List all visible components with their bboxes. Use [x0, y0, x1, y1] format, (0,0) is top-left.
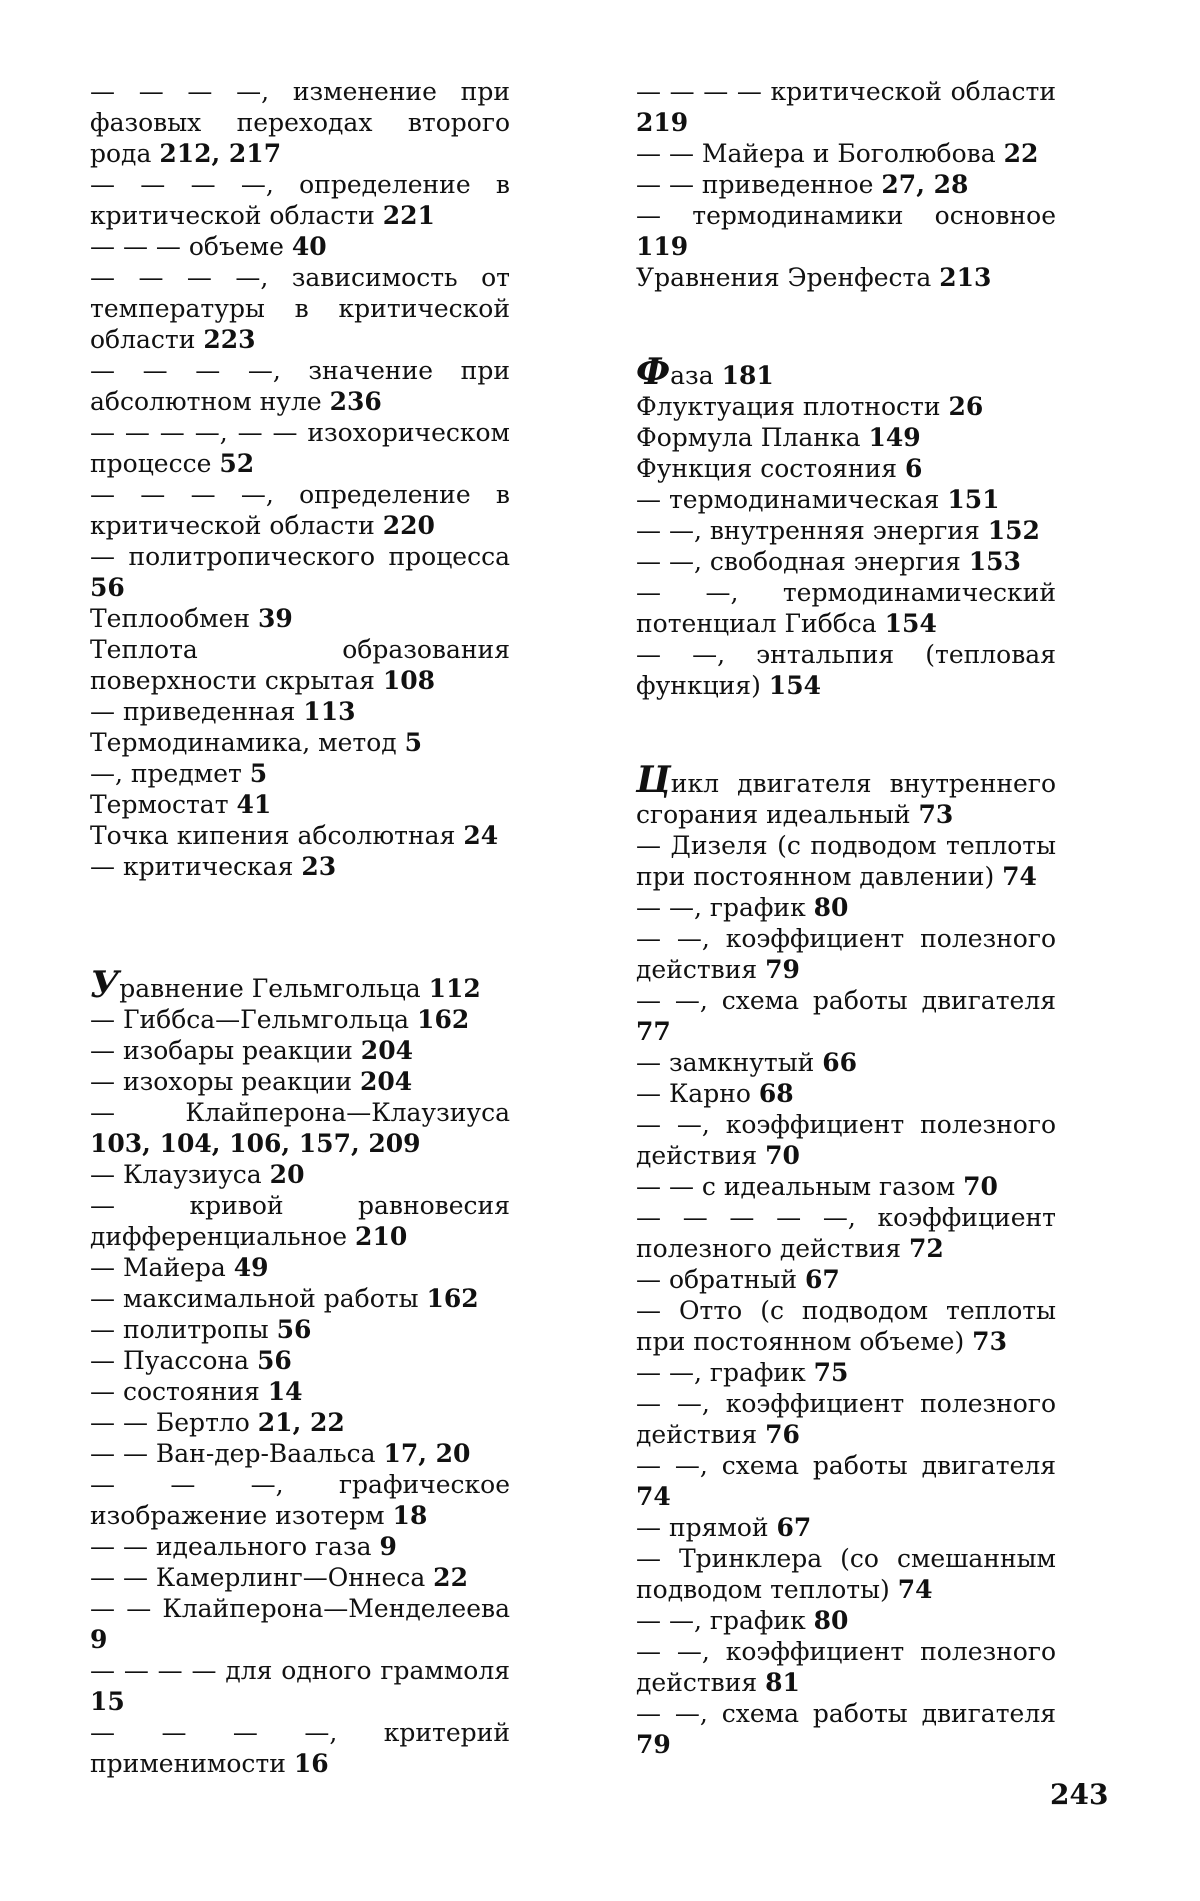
entry-term: — — идеального газа	[90, 1532, 372, 1561]
entry-term: — — — —, критерий применимости	[90, 1718, 510, 1778]
index-entry	[90, 1345, 510, 1376]
entry-pages: 67	[776, 1513, 812, 1542]
entry-term: — — с идеальным газом	[636, 1172, 956, 1201]
index-entry	[90, 1314, 510, 1345]
entry-pages: 67	[804, 1265, 840, 1294]
index-entry	[90, 1562, 510, 1593]
entry-term: — Клаузиуса	[90, 1160, 262, 1189]
entry-pages: 213	[939, 263, 992, 292]
entry-term: — политропы	[90, 1315, 269, 1344]
entry-pages: 74	[897, 1575, 933, 1604]
entry-pages: 75	[813, 1358, 849, 1387]
entry-term: — — — — критической области	[636, 77, 1056, 106]
index-entry	[636, 1357, 1056, 1388]
entry-term: —, предмет	[90, 759, 242, 788]
index-entry	[90, 1252, 510, 1283]
entry-pages: 119	[636, 232, 689, 261]
section-gap	[90, 882, 510, 970]
entry-pages: 154	[884, 609, 937, 638]
entry-term: — — приведенное	[636, 170, 874, 199]
entry-term: — —, свободная энергия	[636, 547, 961, 576]
section-gap	[636, 293, 1056, 357]
index-entry	[90, 1376, 510, 1407]
section-initial: Ц	[636, 759, 671, 801]
entry-pages: 66	[822, 1048, 858, 1077]
entry-term: — —, график	[636, 893, 806, 922]
index-entry	[90, 634, 510, 696]
entry-pages: 223	[203, 325, 256, 354]
entry-pages: 26	[948, 392, 984, 421]
entry-term: Точка кипения абсолютная	[90, 821, 456, 850]
index-entry	[636, 422, 1056, 453]
entry-term: — — Ван-дер-Ваальса	[90, 1439, 376, 1468]
entry-term: — Карно	[636, 1079, 751, 1108]
entry-term: — термодинамическая	[636, 485, 940, 514]
right-column	[636, 76, 1056, 1760]
entry-term: аза	[670, 361, 714, 390]
entry-pages: 103, 104, 106, 157, 209	[90, 1129, 421, 1158]
entry-term: — — — —, определение в критической области	[90, 170, 510, 230]
entry-pages: 73	[972, 1327, 1007, 1356]
index-entry	[90, 851, 510, 882]
index-entry	[90, 479, 510, 541]
entry-pages: 236	[329, 387, 382, 416]
entry-term: — —, схема работы двигателя	[636, 1451, 1056, 1480]
entry-term: — Дизеля (с подводом теплоты при постоянном давлении)	[636, 831, 1056, 891]
entry-pages: 80	[813, 1606, 849, 1635]
entry-pages: 9	[379, 1532, 397, 1561]
index-entry	[90, 1035, 510, 1066]
entry-pages: 154	[768, 671, 821, 700]
index-entry	[636, 1512, 1056, 1543]
index-entry	[90, 1066, 510, 1097]
entry-pages: 151	[947, 485, 1000, 514]
entry-term: — замкнутый	[636, 1048, 815, 1077]
index-entry	[90, 1438, 510, 1469]
index-entry	[636, 985, 1056, 1047]
entry-term: Уравнения Эренфеста	[636, 263, 932, 292]
entry-term: — —, график	[636, 1358, 806, 1387]
index-entry	[90, 76, 510, 169]
index-entry	[636, 639, 1056, 701]
entry-pages: 212, 217	[159, 139, 282, 168]
index-entry	[90, 1531, 510, 1562]
entry-term: — —, схема работы двигателя	[636, 986, 1056, 1015]
entry-pages: 15	[90, 1687, 125, 1716]
section-initial: Ф	[636, 351, 671, 393]
entry-term: — — Майера и Боголюбова	[636, 139, 996, 168]
entry-term: — — Камерлинг—Оннеса	[90, 1563, 426, 1592]
entry-term: Термостат	[90, 790, 229, 819]
index-entry	[90, 789, 510, 820]
entry-term: — —, схема работы двигателя	[636, 1699, 1056, 1728]
index-entry	[90, 758, 510, 789]
index-entry	[90, 1593, 510, 1655]
entry-pages: 153	[968, 547, 1021, 576]
index-entry	[90, 727, 510, 758]
entry-pages: 68	[758, 1079, 794, 1108]
entry-term: — изохоры реакции	[90, 1067, 353, 1096]
index-entry	[636, 351, 1056, 393]
index-entry	[636, 1047, 1056, 1078]
index-entry	[636, 1698, 1056, 1760]
index-entry	[636, 138, 1056, 169]
index-entry	[636, 515, 1056, 546]
entry-term: — — — — для одного граммоля	[90, 1656, 510, 1685]
page-number: 243	[1050, 1778, 1109, 1811]
entry-pages: 16	[293, 1749, 329, 1778]
entry-pages: 56	[256, 1346, 292, 1375]
index-entry	[90, 696, 510, 727]
index-entry	[636, 577, 1056, 639]
entry-term: Теплообмен	[90, 604, 251, 633]
entry-pages: 162	[417, 1005, 470, 1034]
entry-term: — —, коэффициент полезного действия	[636, 924, 1056, 984]
index-entry	[90, 1190, 510, 1252]
entry-term: икл двигателя внутреннего сгорания идеальный	[636, 769, 1056, 829]
entry-term: — — — —, зависимость от температуры в критической области	[90, 263, 510, 354]
entry-pages: 220	[382, 511, 435, 540]
entry-term: — — —, графическое изображение изотерм	[90, 1470, 510, 1530]
entry-term: — — — —, изменение при фазовых переходах второго рода	[90, 77, 510, 168]
entry-term: Функция состояния	[636, 454, 898, 483]
entry-pages: 221	[382, 201, 435, 230]
entry-pages: 112	[428, 974, 481, 1003]
index-entry	[636, 1636, 1056, 1698]
index-entry	[636, 76, 1056, 138]
entry-pages: 22	[433, 1563, 468, 1592]
entry-pages: 149	[868, 423, 921, 452]
entry-pages: 80	[813, 893, 849, 922]
index-entry	[90, 169, 510, 231]
index-entry	[636, 262, 1056, 293]
index-entry	[90, 820, 510, 851]
index-entry	[90, 1655, 510, 1717]
section-initial: У	[90, 964, 120, 1006]
entry-pages: 52	[219, 449, 255, 478]
index-entry	[636, 1450, 1056, 1512]
entry-pages: 20	[269, 1160, 305, 1189]
entry-pages: 108	[382, 666, 436, 695]
index-entry	[90, 231, 510, 262]
index-entry	[636, 169, 1056, 200]
entry-pages: 14	[267, 1377, 303, 1406]
entry-term: — — — — —, коэффициент полезного действия	[636, 1203, 1056, 1263]
index-entry	[636, 1171, 1056, 1202]
index-entry	[636, 759, 1056, 830]
entry-term: — —, внутренняя энергия	[636, 516, 980, 545]
index-entry	[636, 484, 1056, 515]
entry-term: — —, график	[636, 1606, 806, 1635]
entry-pages: 162	[426, 1284, 479, 1313]
entry-pages: 219	[636, 108, 689, 137]
index-entry	[90, 1407, 510, 1438]
index-entry	[90, 1469, 510, 1531]
entry-pages: 27, 28	[881, 170, 969, 199]
index-entry	[90, 355, 510, 417]
index-entry	[90, 417, 510, 479]
entry-pages: 41	[236, 790, 272, 819]
entry-term: — —, коэффициент полезного действия	[636, 1110, 1056, 1170]
index-entry	[90, 603, 510, 634]
entry-pages: 72	[908, 1234, 944, 1263]
entry-term: — — — объеме	[90, 232, 284, 261]
entry-term: — Пуассона	[90, 1346, 249, 1375]
entry-pages: 49	[233, 1253, 269, 1282]
entry-term: — —, энтальпия (тепловая функция)	[636, 640, 1056, 700]
index-entry	[636, 830, 1056, 892]
entry-term: — — Клайперона—Менделеева	[90, 1594, 510, 1623]
index-entry	[90, 262, 510, 355]
entry-term: — —, коэффициент полезного действия	[636, 1389, 1056, 1449]
index-entry	[636, 1605, 1056, 1636]
entry-term: равнение Гельмгольца	[119, 974, 421, 1003]
entry-pages: 74	[636, 1482, 671, 1511]
index-entry	[636, 892, 1056, 923]
index-entry	[636, 1078, 1056, 1109]
index-entry	[636, 200, 1056, 262]
entry-term: — состояния	[90, 1377, 260, 1406]
index-entry	[90, 1283, 510, 1314]
entry-pages: 77	[636, 1017, 671, 1046]
entry-pages: 40	[291, 232, 327, 261]
entry-pages: 204	[359, 1067, 413, 1096]
entry-term: Формула Планка	[636, 423, 861, 452]
entry-term: Теплота образования поверхности скрытая	[90, 635, 510, 695]
entry-pages: 70	[765, 1141, 800, 1170]
entry-pages: 204	[360, 1036, 413, 1065]
entry-pages: 23	[301, 852, 337, 881]
entry-pages: 39	[258, 604, 293, 633]
entry-term: — политропического процесса	[90, 542, 510, 571]
entry-pages: 5	[404, 728, 422, 757]
entry-pages: 6	[904, 454, 923, 483]
index-entry	[90, 1717, 510, 1779]
entry-pages: 76	[765, 1420, 800, 1449]
index-entry	[90, 541, 510, 603]
entry-term: — максимальной работы	[90, 1284, 419, 1313]
entry-pages: 22	[1003, 139, 1039, 168]
entry-pages: 79	[765, 955, 800, 984]
entry-term: — изобары реакции	[90, 1036, 353, 1065]
index-entry	[90, 1159, 510, 1190]
entry-term: — — — —, значение при абсолютном нуле	[90, 356, 510, 416]
entry-pages: 73	[918, 800, 954, 829]
entry-pages: 79	[636, 1730, 671, 1759]
left-column	[90, 76, 510, 1779]
index-entry	[90, 1097, 510, 1159]
entry-term: — Гиббса—Гельмгольца	[90, 1005, 410, 1034]
entry-pages: 56	[90, 573, 125, 602]
entry-term: — кривой равновесия дифференциальное	[90, 1191, 510, 1251]
entry-pages: 181	[721, 361, 774, 390]
entry-pages: 24	[463, 821, 499, 850]
entry-pages: 113	[303, 697, 356, 726]
entry-term: — Тринклера (со смешанным подводом теплоты)	[636, 1544, 1056, 1604]
entry-pages: 74	[1002, 862, 1037, 891]
entry-term: — —, коэффициент полезного действия	[636, 1637, 1056, 1697]
entry-term: Термодинамика, метод	[90, 728, 397, 757]
index-entry	[636, 546, 1056, 577]
entry-pages: 5	[249, 759, 268, 788]
entry-pages: 18	[392, 1501, 428, 1530]
index-entry	[636, 453, 1056, 484]
index-entry	[636, 1264, 1056, 1295]
entry-pages: 152	[987, 516, 1040, 545]
entry-term: — — Бертло	[90, 1408, 250, 1437]
section-gap	[636, 701, 1056, 765]
index-entry	[636, 1202, 1056, 1264]
entry-term: — обратный	[636, 1265, 798, 1294]
entry-pages: 21, 22	[257, 1408, 345, 1437]
entry-term: — — — —, — — изохорическом процессе	[90, 418, 510, 478]
entry-pages: 70	[963, 1172, 998, 1201]
entry-term: — Отто (с подводом теплоты при постоянном объеме)	[636, 1296, 1056, 1356]
index-entry	[636, 1295, 1056, 1357]
entry-pages: 81	[765, 1668, 800, 1697]
entry-pages: 56	[276, 1315, 312, 1344]
entry-pages: 210	[355, 1222, 408, 1251]
entry-term: — прямой	[636, 1513, 769, 1542]
index-entry	[90, 964, 510, 1006]
entry-pages: 17, 20	[383, 1439, 471, 1468]
entry-term: — критическая	[90, 852, 294, 881]
entry-term: — — — —, определение в критической области	[90, 480, 510, 540]
index-entry	[636, 1109, 1056, 1171]
entry-term: — Клайперона—Клаузиуса	[90, 1098, 510, 1127]
index-entry	[636, 1543, 1056, 1605]
index-entry	[90, 1004, 510, 1035]
entry-term: Флуктуация плотности	[636, 392, 941, 421]
entry-term: — приведенная	[90, 697, 296, 726]
entry-pages: 9	[90, 1625, 108, 1654]
index-entry	[636, 923, 1056, 985]
entry-term: — термодинамики основное	[636, 201, 1056, 230]
index-entry	[636, 1388, 1056, 1450]
entry-term: — Майера	[90, 1253, 226, 1282]
entry-term: — —, термодинамический потенциал Гиббса	[636, 578, 1056, 638]
index-entry	[636, 391, 1056, 422]
